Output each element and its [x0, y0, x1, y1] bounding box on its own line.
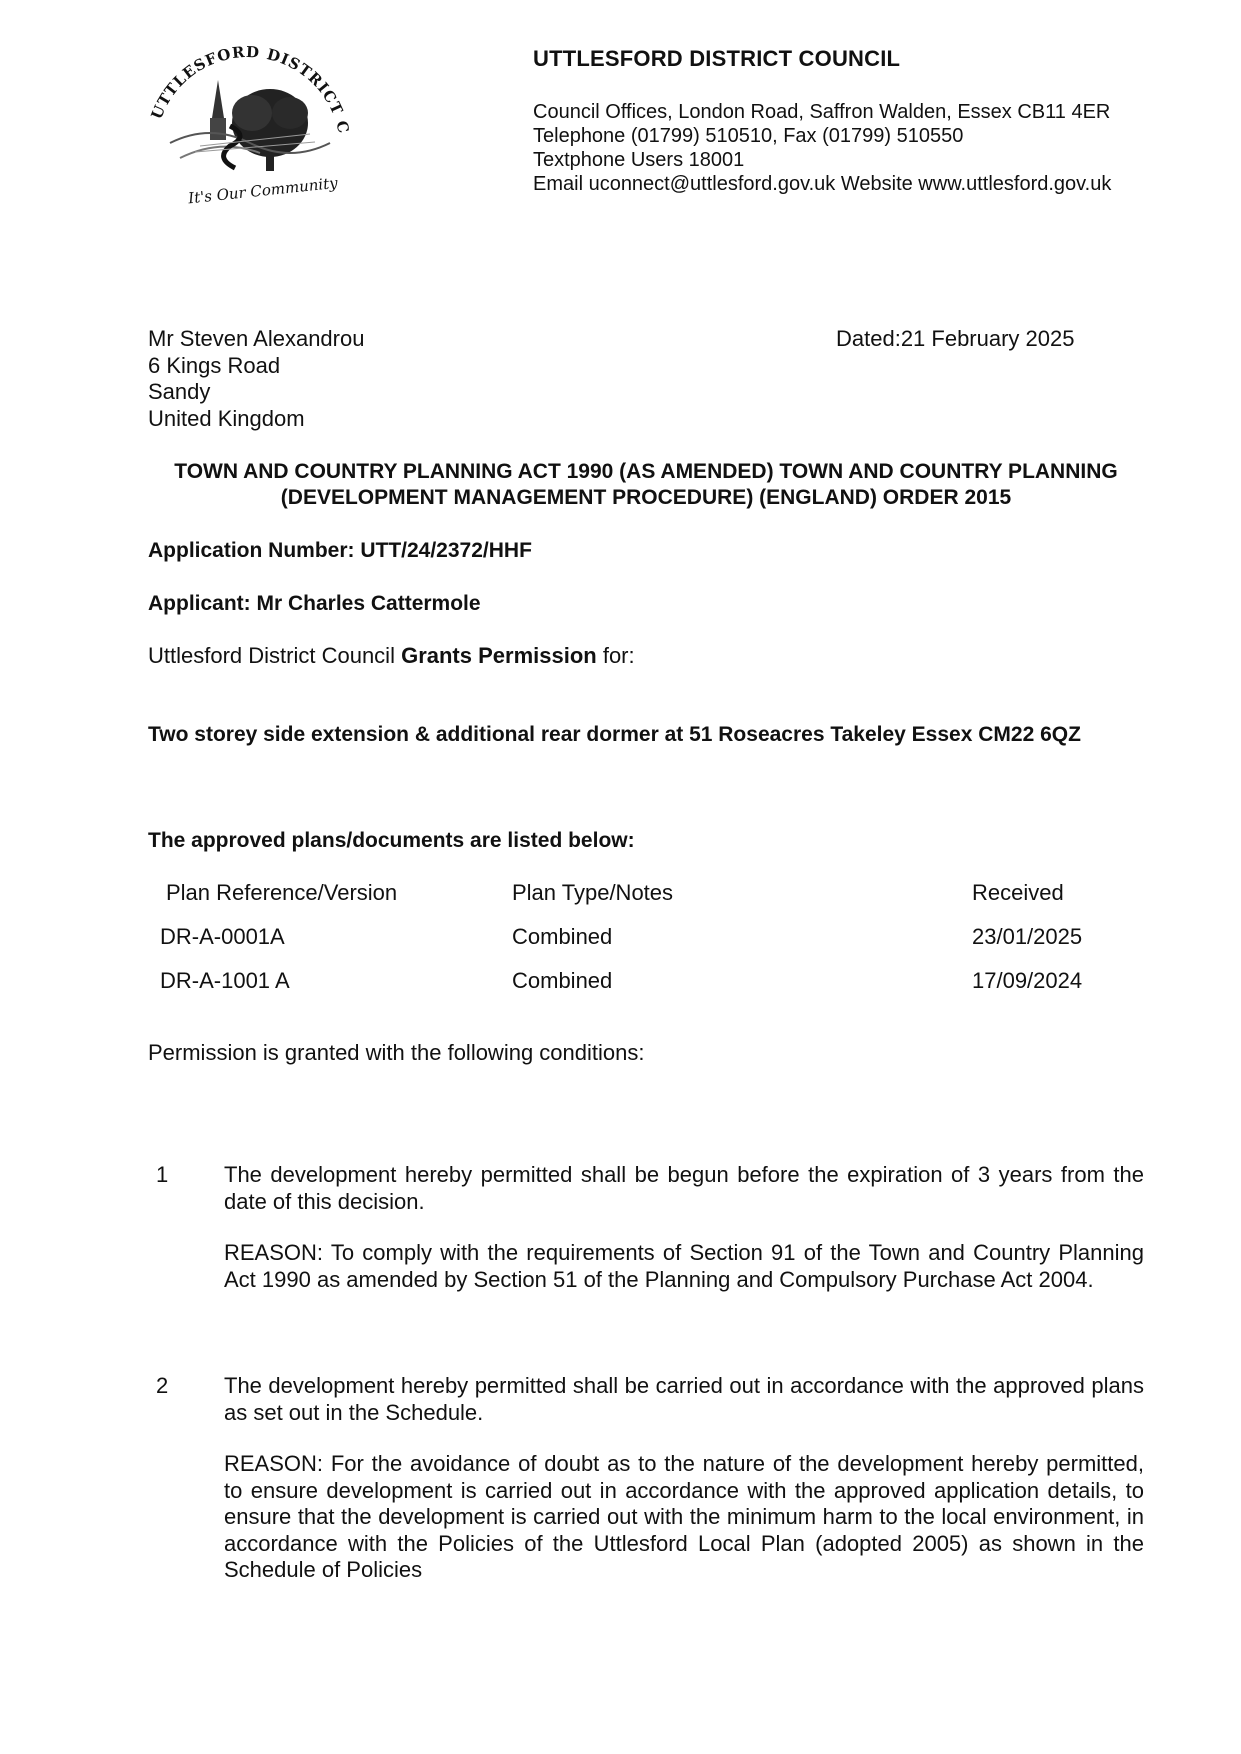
council-name: UTTLESFORD DISTRICT COUNCIL: [533, 46, 901, 71]
council-crest-icon: [140, 18, 355, 208]
recipient-name: Mr Steven Alexandrou: [148, 326, 365, 351]
council-email-website: Email uconnect@uttlesford.gov.uk Website www.uttlesford.gov.uk: [533, 173, 1112, 195]
recipient-address: [148, 326, 364, 432]
recipient-line: Sandy: [148, 379, 211, 404]
condition-item: [148, 1162, 1144, 1318]
recipient-line: United Kingdom: [148, 405, 305, 431]
plans-table: [148, 872, 1144, 1004]
council-address: Council Offices, London Road, Saffron Walden, Essex CB11 4ER: [533, 101, 1111, 123]
plan-type: Combined: [512, 968, 613, 993]
column-header: Plan Type/Notes: [512, 880, 674, 905]
column-header: Received: [972, 880, 1064, 905]
table-row: [148, 916, 1144, 960]
grants-suffix: for:: [596, 643, 635, 668]
condition-reason: REASON: For the avoidance of doubt as to the nature of the development hereby permitted, to ensure development is carried out in accordance with the approved application details, to ensure that the development is carried out with the minimum harm to the local environment, in accordance with the Policies of the Uttlesford Local Plan (adopted 2005) as shown in the Schedule of Policies: [224, 1451, 1144, 1582]
condition-item: [148, 1373, 1144, 1609]
plan-received: 23/01/2025: [972, 924, 1083, 949]
letter-date: Dated:21 February 2025: [836, 326, 1075, 351]
plan-reference: DR-A-0001A: [160, 924, 285, 949]
grants-permission: Grants Permission: [401, 643, 597, 668]
plan-type: Combined: [512, 924, 613, 949]
council-textphone: Textphone Users 18001: [533, 149, 745, 171]
logo-arc-text: UTTLESFORD DISTRICT C: [147, 42, 353, 136]
applicant: Applicant: Mr Charles Cattermole: [148, 592, 481, 615]
condition-text: The development hereby permitted shall be begun before the expiration of 3 years from the date of this decision.: [224, 1162, 1144, 1214]
condition-text: The development hereby permitted shall be carried out in accordance with the approved plans as set out in the Schedule.: [224, 1373, 1144, 1425]
recipient-line: 6 Kings Road: [148, 352, 281, 378]
council-contact: [533, 100, 1111, 196]
permission-statement: Permission is granted with the following conditions:: [148, 1040, 645, 1065]
logo-slogan: It's Our Community: [187, 173, 339, 208]
application-number: Application Number: UTT/24/2372/HHF: [148, 539, 532, 562]
plans-header-row: [148, 872, 1144, 916]
condition-number: 2: [156, 1373, 169, 1398]
condition-reason: REASON: To comply with the requirements of Section 91 of the Town and Country Planning Act 1990 as amended by Section 51 of the Planning and Compulsory Purchase Act 2004.: [224, 1240, 1144, 1292]
plan-reference: DR-A-1001 A: [160, 968, 290, 993]
plans-heading: The approved plans/documents are listed below:: [148, 829, 635, 852]
grants-prefix: Uttlesford District Council: [148, 643, 402, 668]
condition-number: 1: [156, 1162, 169, 1187]
council-logo: [140, 18, 355, 208]
column-header: Plan Reference/Version: [166, 880, 398, 905]
council-telephone: Telephone (01799) 510510, Fax (01799) 510550: [533, 125, 964, 147]
table-row: [148, 960, 1144, 1004]
act-heading: TOWN AND COUNTRY PLANNING ACT 1990 (AS AMENDED) TOWN AND COUNTRY PLANNING (DEVELOPMENT MANAGEMENT PROCEDURE) (ENGLAND) ORDER 2015: [174, 460, 1118, 509]
plan-received: 17/09/2024: [972, 968, 1083, 993]
grants-statement: [148, 643, 635, 669]
development-description: Two storey side extension & additional rear dormer at 51 Roseacres Takeley Essex CM22 6QZ: [148, 723, 1081, 746]
